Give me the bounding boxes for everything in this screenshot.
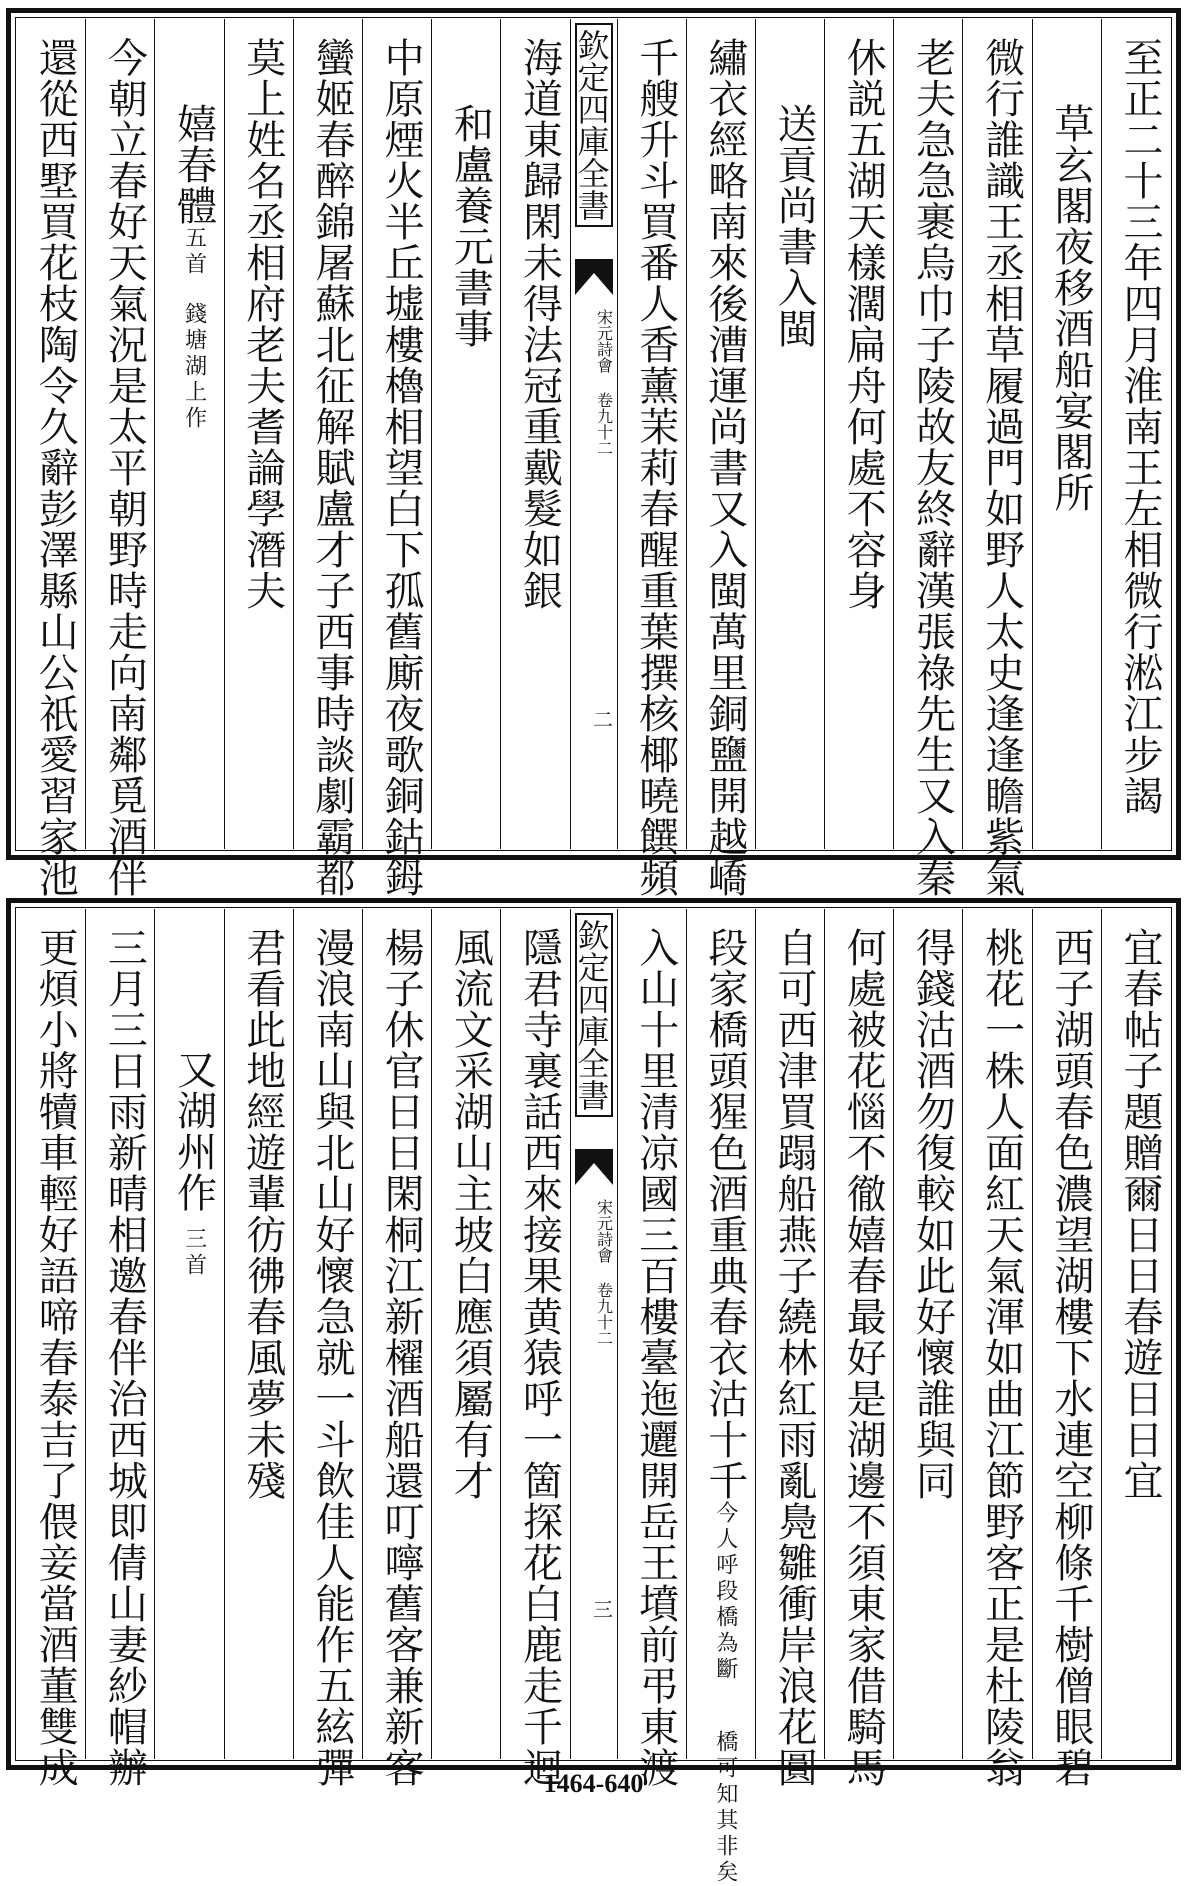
top-page-columns [17, 19, 1170, 898]
book-title: 欽定四庫全書 [575, 23, 613, 227]
text-column: 中原煙火半丘墟樓櫓相望白下孤舊廝夜歌銅鈷鉧 [362, 19, 431, 849]
poem-title: 嬉春體 [170, 103, 217, 226]
page-number: 二 [589, 709, 614, 729]
verse-text: 段家橋頭猩色酒重典春衣沽十千 [701, 927, 748, 1501]
text-column-with-note [686, 909, 755, 1886]
text-column: 送貢尚書入閩 [755, 19, 824, 849]
text-column: 海道東歸閑未得法冠重戴髮如銀 [500, 19, 569, 849]
page-number: 三 [589, 1599, 614, 1619]
text-column: 休説五湖天樣濶扁舟何處不容身 [824, 19, 893, 849]
collection-name: 宋元詩會 [594, 1199, 614, 1263]
text-column: 今朝立春好天氣況是太平朝野時走向南鄰覓酒伴 [85, 19, 154, 849]
text-column: 微行誰識王丞相草履過門如野人太史逢逢瞻紫氣 [962, 19, 1031, 849]
poem-title-column [154, 909, 223, 1759]
text-column: 楊子休官日日閑桐江新櫂酒船還叮嚀舊客兼新客 [362, 909, 431, 1759]
text-column: 風流文采湖山主坡白應須屬有才 [431, 909, 500, 1759]
text-column: 桃花一株人面紅天氣渾如曲江節野客正是杜陵翁 [962, 909, 1031, 1759]
text-column: 蠻姬春醉錦屠蘇北征解賦盧才子西事時談劇霸都 [293, 19, 362, 849]
center-fold [570, 909, 617, 1759]
text-column: 自可西津買蹋船燕子繞林紅雨亂鳧雛衝岸浪花圓 [755, 909, 824, 1759]
poem-title: 又湖州作 [170, 1049, 217, 1213]
text-column: 西子湖頭春色濃望湖樓下水連空柳條千樹僧眼碧 [1032, 909, 1101, 1759]
text-column: 繡衣經略南來後漕運尚書又入閩萬里銅鹽開越嶠 [686, 19, 755, 849]
book-title: 欽定四庫全書 [575, 913, 613, 1117]
text-column: 入山十里清凉國三百樓臺迤邐開岳王墳前弔東渡 [617, 909, 686, 1759]
annotation-note-2: 橋可知其非矣 [712, 1730, 738, 1886]
text-column: 莫上姓名丞相府老夫耆論學潛夫 [224, 19, 293, 849]
collection-volume [575, 1199, 613, 1346]
text-column: 宜春帖子題贈爾日日春遊日日宜 [1101, 909, 1170, 1759]
poem-note-2: 錢塘湖上作 [181, 302, 207, 432]
fish-tail-mark [575, 1149, 613, 1185]
poem-title-column [154, 19, 223, 849]
text-column: 何處被花惱不徹嬉春最好是湖邊不須東家借騎馬 [824, 909, 893, 1759]
text-column: 得錢沽酒勿復較如此好懷誰與同 [893, 909, 962, 1759]
top-page [6, 8, 1181, 898]
text-column: 還從西墅買花枝陶令久辭彭澤縣山公祇愛習家池 [32, 37, 79, 898]
text-column: 隱君寺裏話西來接果黄猿呼一箇探花白鹿走千迴 [500, 909, 569, 1759]
fish-tail-mark [575, 259, 613, 295]
text-column: 和盧養元書事 [431, 19, 500, 849]
volume-number: 卷九十二 [594, 1282, 614, 1346]
center-fold [570, 19, 617, 849]
annotation-note: 今人呼段橋為斷 [712, 1501, 738, 1683]
text-column: 千艘升斗買番人香薰茉莉春醒重葉撰核椰曉饌頻 [617, 19, 686, 849]
text-column: 漫浪南山與北山好懷急就一斗飲佳人能作五絃彈 [293, 909, 362, 1759]
poem-note: 五首 [181, 226, 207, 278]
text-column: 君看此地經遊輩彷彿春風夢未殘 [224, 909, 293, 1759]
volume-number: 卷九十二 [594, 392, 614, 456]
text-column: 更煩小將犢車輕好語啼春泰吉了偎妾當酒董雙成 [32, 927, 79, 1788]
text-column: 老夫急急裹烏巾子陵故友終辭漢張祿先生又入秦 [893, 19, 962, 849]
text-column: 三月三日雨新晴相邀春伴治西城即倩山妻紗帽辦 [85, 909, 154, 1759]
poem-note: 三首 [181, 1227, 207, 1279]
collection-volume [575, 309, 613, 456]
collection-name: 宋元詩會 [594, 309, 614, 373]
page-footer-number: 1464-640 [543, 1769, 644, 1798]
text-column: 草玄閣夜移酒船宴閣所 [1032, 19, 1101, 849]
text-column: 至正二十三年四月淮南王左相微行淞江步謁 [1101, 19, 1170, 849]
